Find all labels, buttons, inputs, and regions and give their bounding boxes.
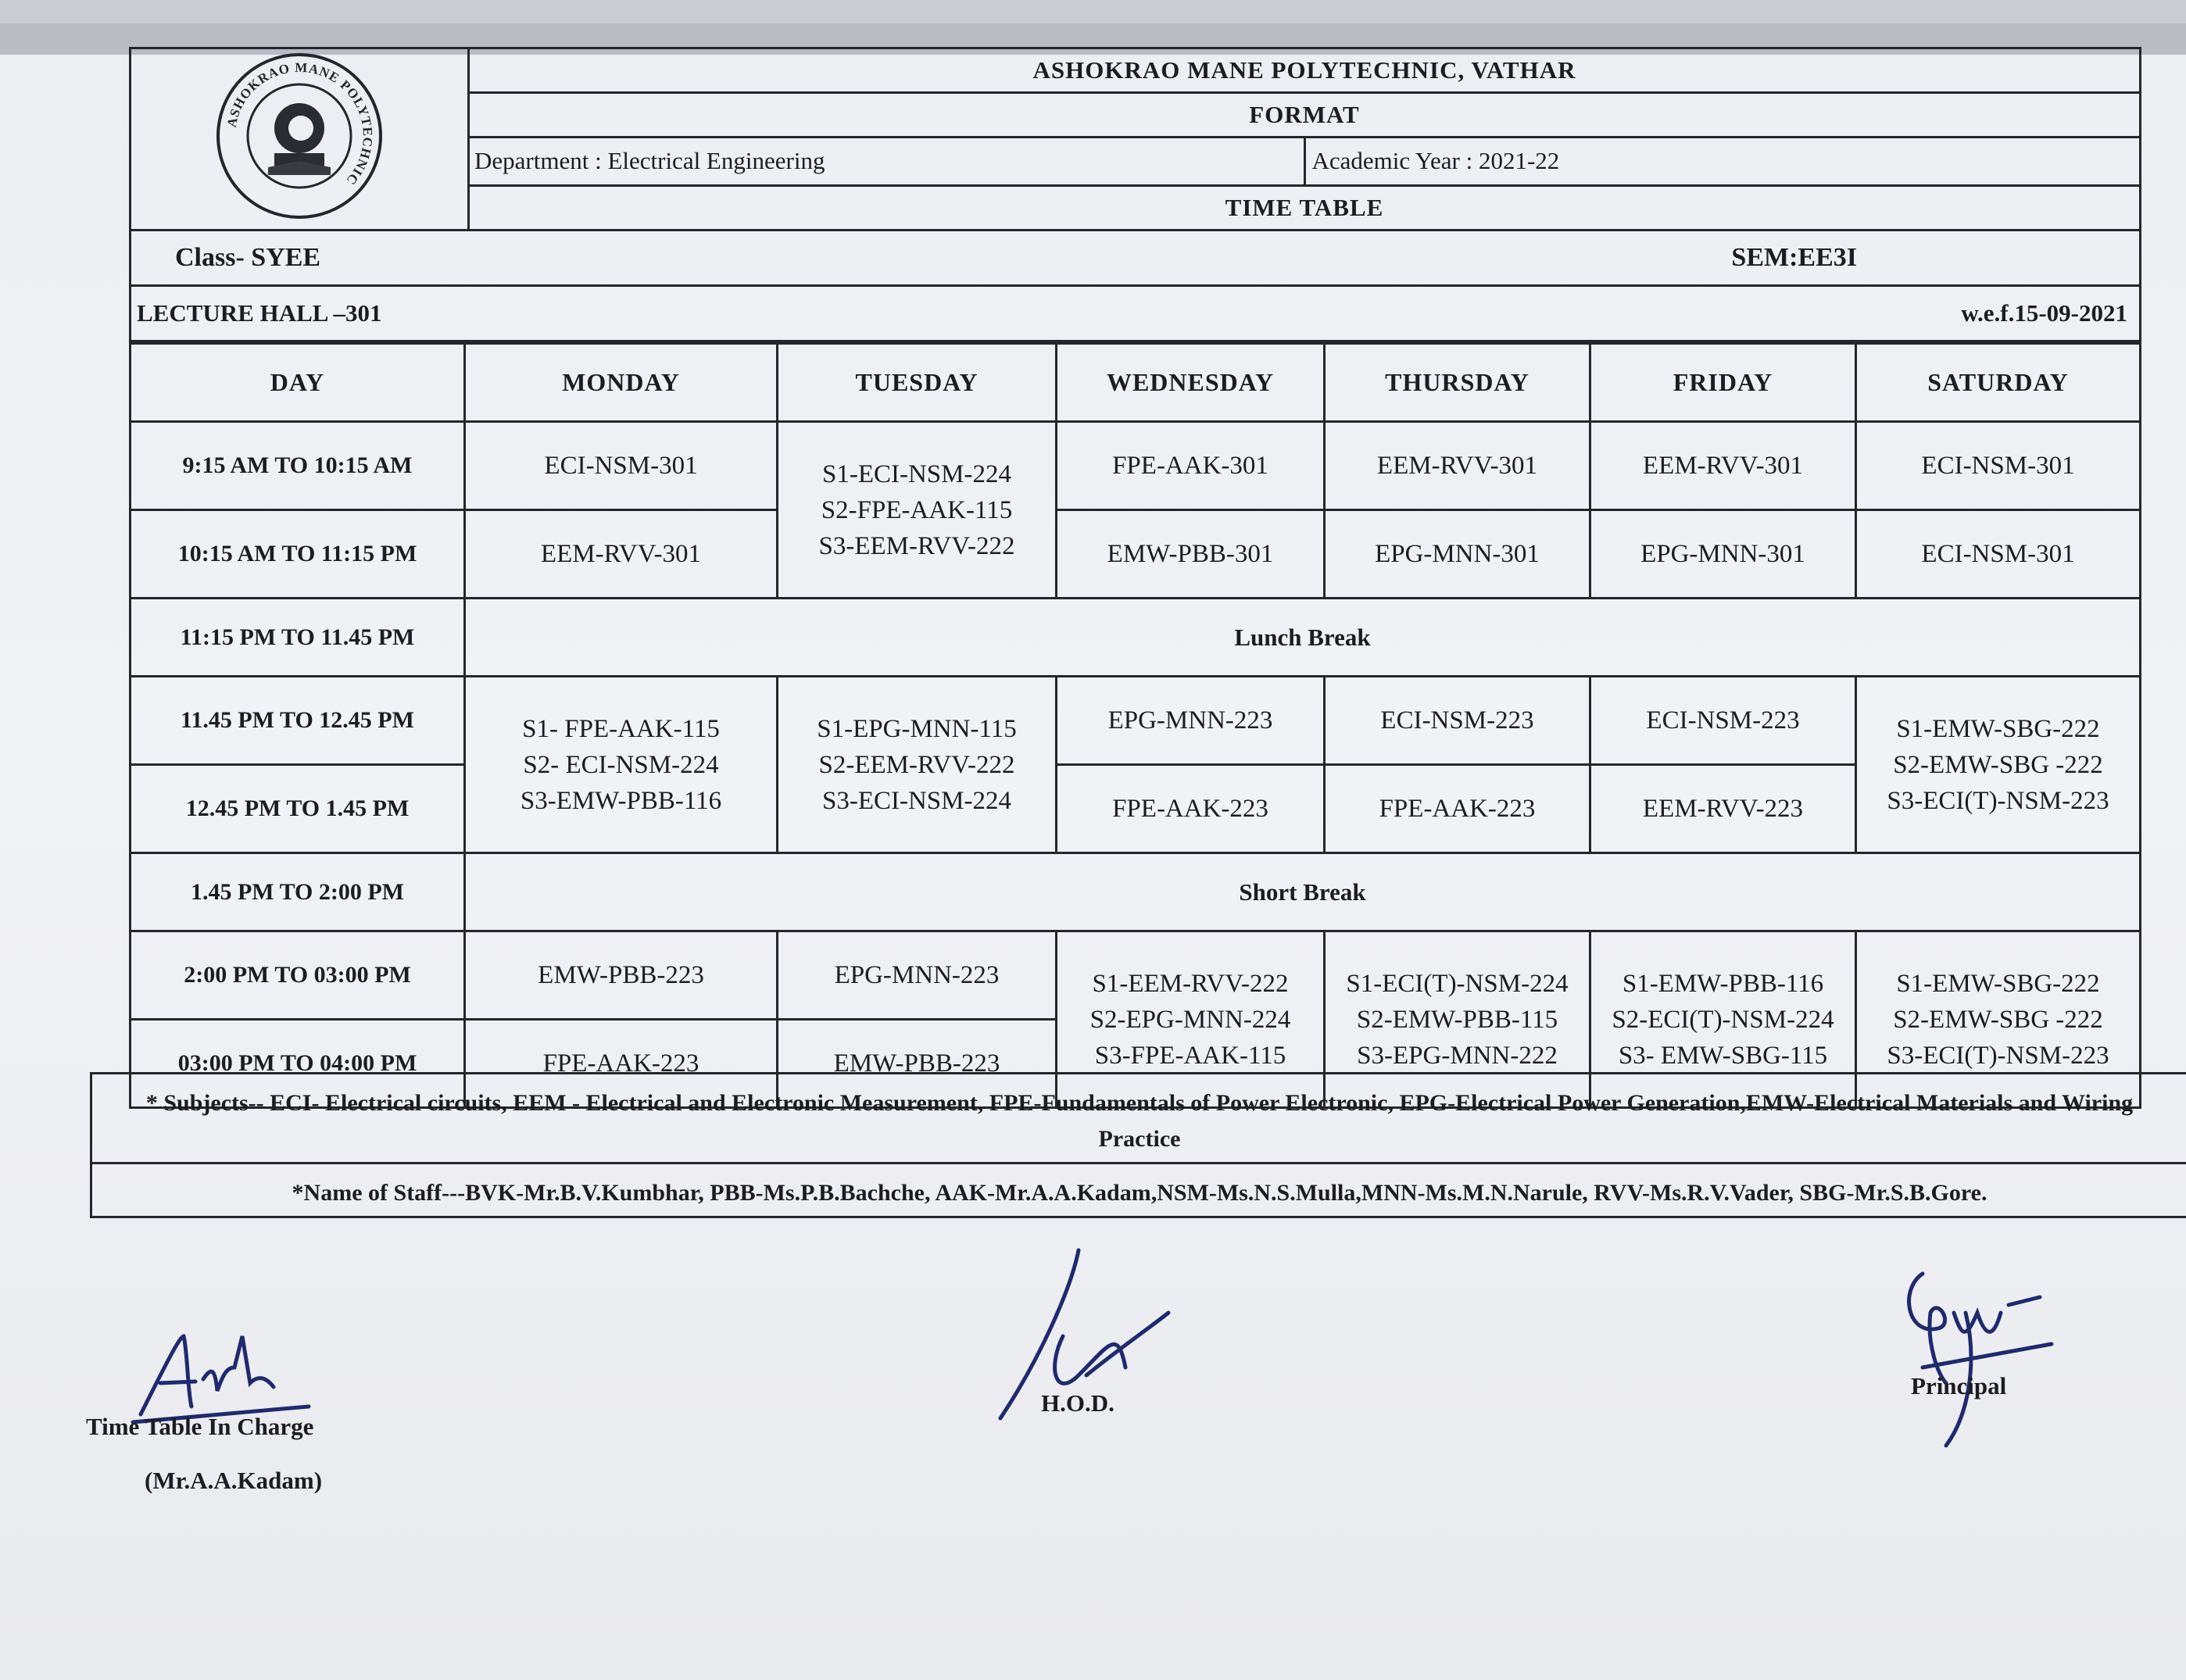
staff-note: *Name of Staff---BVK-Mr.B.V.Kumbhar, PBB-Ms.P.B.Bachche, AAK-Mr.A.A.Kadam,NSM-Ms.N.S.Mulla,MNN-Ms.M.N.Narule, RVV-Ms.R.V.Vader, SBG-Mr.S.B.Gore. (92, 1162, 2186, 1216)
time-slot: 1.45 PM TO 2:00 PM (131, 853, 465, 931)
cell-mon-7: EMW-PBB-223 (465, 931, 778, 1020)
cell-line: S1-ECI(T)-NSM-224 (1346, 969, 1569, 998)
time-slot: 03:00 PM TO 04:00 PM (131, 1020, 465, 1108)
cell-fri-5: EEM-RVV-223 (1590, 765, 1856, 853)
time-slot: 11:15 PM TO 11.45 PM (131, 599, 465, 677)
cell-line: S2-EMW-SBG -222 (1893, 750, 2103, 779)
time-slot: 10:15 AM TO 11:15 PM (131, 510, 465, 599)
incharge-name: (Mr.A.A.Kadam) (145, 1467, 323, 1494)
cell-line: S2-ECI(T)-NSM-224 (1612, 1005, 1834, 1034)
cell-mon-4 (465, 677, 778, 853)
col-header-thursday: THURSDAY (1325, 344, 1590, 422)
cell-mon-1: ECI-NSM-301 (465, 422, 778, 510)
hod-label: H.O.D. (1041, 1389, 1114, 1417)
cell-sat-2: ECI-NSM-301 (1856, 510, 2141, 599)
cell-tue-7: EPG-MNN-223 (778, 931, 1057, 1020)
cell-line: S2-EMW-PBB-115 (1356, 1005, 1558, 1034)
cell-line: S3- EMW-SBG-115 (1618, 1041, 1828, 1070)
col-header-day: DAY (131, 344, 465, 422)
cell-line: S3-ECI(T)-NSM-223 (1887, 786, 2109, 815)
subjects-note: * Subjects-- ECI- Electrical circuits, EEM - Electrical and Electronic Measurement, FPE-Fundamentals of Power Electronic, EPG-Electrical Power Generation,EMW-Electrical Materials and Wiring Practice (145, 1090, 2134, 1152)
cell-wed-2: EMW-PBB-301 (1057, 510, 1325, 599)
logo-cell (131, 48, 469, 231)
cell-line: S3-EMW-PBB-116 (520, 786, 722, 815)
cell-line: S1-EEM-RVV-222 (1092, 969, 1289, 998)
cell-thu-4: ECI-NSM-223 (1325, 677, 1590, 765)
logo-ring-text: ASHOKRAO MANE POLYTECHNIC (224, 59, 376, 188)
cell-wed-4: EPG-MNN-223 (1057, 677, 1325, 765)
cell-mon-8: FPE-AAK-223 (465, 1020, 778, 1108)
cell-line: S2-EMW-SBG -222 (1893, 1005, 2103, 1034)
wef-label: w.e.f.15-09-2021 (1961, 299, 2127, 327)
hall-label: LECTURE HALL –301 (137, 299, 382, 327)
department-label: Department : Electrical Engineering (469, 137, 1305, 185)
principal-signature-icon (1891, 1266, 2071, 1453)
cell-line: S2- ECI-NSM-224 (523, 750, 719, 779)
cell-line: S1-EPG-MNN-115 (817, 714, 1017, 743)
incharge-title: Time Table In Charge (86, 1413, 314, 1440)
cell-tue-8: EMW-PBB-223 (778, 1020, 1057, 1108)
time-slot: 12.45 PM TO 1.45 PM (131, 765, 465, 853)
principal-label: Principal (1911, 1372, 2007, 1399)
sem-label: SEM:EE3I (1731, 243, 1857, 272)
cell-line: S2-FPE-AAK-115 (821, 495, 1013, 524)
class-row (131, 231, 2141, 286)
cell-line: S2-EEM-RVV-222 (818, 750, 1015, 779)
time-slot: 2:00 PM TO 03:00 PM (131, 931, 465, 1020)
cell-line: S3-EEM-RVV-222 (818, 531, 1015, 560)
format-label: FORMAT (469, 92, 2141, 137)
cell-thu-5: FPE-AAK-223 (1325, 765, 1590, 853)
timetable-sheet (129, 47, 2141, 1109)
institute-logo-icon (213, 50, 385, 222)
cell-line: S3-ECI-NSM-224 (821, 786, 1011, 815)
cell-line: S1-ECI-NSM-224 (821, 459, 1011, 488)
cell-line: S2-EPG-MNN-224 (1089, 1005, 1291, 1034)
institute-name: ASHOKRAO MANE POLYTECHNIC, VATHAR (469, 48, 2141, 93)
cell-line: S1- FPE-AAK-115 (522, 714, 720, 743)
cell-fri-4: ECI-NSM-223 (1590, 677, 1856, 765)
cell-fri-2: EPG-MNN-301 (1590, 510, 1856, 599)
col-header-friday: FRIDAY (1590, 344, 1856, 422)
time-slot: 11.45 PM TO 12.45 PM (131, 677, 465, 765)
cell-tue-1 (778, 422, 1057, 599)
cell-tue-4 (778, 677, 1057, 853)
cell-wed-1: FPE-AAK-301 (1057, 422, 1325, 510)
short-break: Short Break (465, 853, 2141, 931)
col-header-tuesday: TUESDAY (778, 344, 1057, 422)
col-header-saturday: SATURDAY (1856, 344, 2141, 422)
cell-fri-1: EEM-RVV-301 (1590, 422, 1856, 510)
cell-line: S1-EMW-SBG-222 (1896, 969, 2100, 998)
cell-line: S3-ECI(T)-NSM-223 (1887, 1041, 2109, 1070)
col-header-wednesday: WEDNESDAY (1057, 344, 1325, 422)
cell-line: S1-EMW-SBG-222 (1896, 714, 2100, 743)
cell-mon-2: EEM-RVV-301 (465, 510, 778, 599)
cell-line: S1-EMW-PBB-116 (1622, 969, 1824, 998)
header-table (129, 47, 2141, 342)
notes-box (90, 1072, 2186, 1218)
hall-row (131, 286, 2141, 341)
timetable-grid (129, 342, 2141, 1109)
cell-sat-4 (1856, 677, 2141, 853)
cell-thu-1: EEM-RVV-301 (1325, 422, 1590, 510)
cell-sat-1: ECI-NSM-301 (1856, 422, 2141, 510)
time-slot: 9:15 AM TO 10:15 AM (131, 422, 465, 510)
cell-line: S3-FPE-AAK-115 (1094, 1041, 1286, 1070)
cell-wed-5: FPE-AAK-223 (1057, 765, 1325, 853)
class-label: Class- SYEE (175, 243, 321, 272)
academic-year-label: Academic Year : 2021-22 (1304, 137, 2141, 185)
col-header-monday: MONDAY (465, 344, 778, 422)
lunch-break: Lunch Break (465, 599, 2141, 677)
cell-thu-2: EPG-MNN-301 (1325, 510, 1590, 599)
cell-line: S3-EPG-MNN-222 (1357, 1041, 1558, 1070)
timetable-label: TIME TABLE (469, 186, 2141, 231)
